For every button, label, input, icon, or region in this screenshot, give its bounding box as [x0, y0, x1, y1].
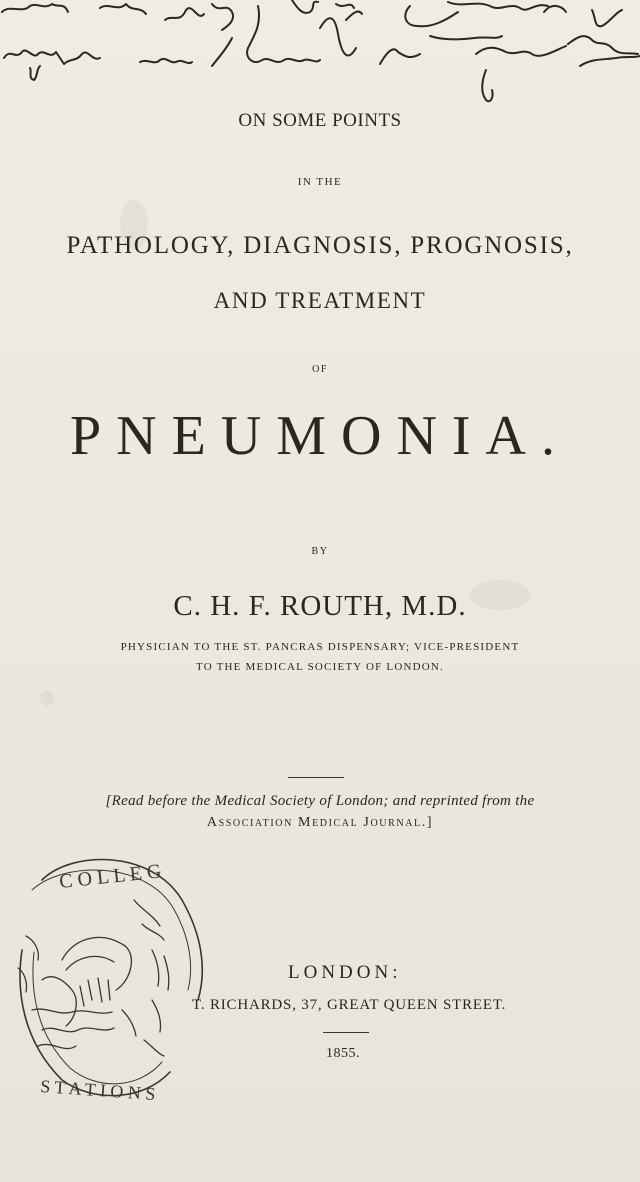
author-position-line1: PHYSICIAN TO THE ST. PANCRAS DISPENSARY; VICE-PRESIDENT: [120, 641, 520, 653]
imprint-publisher: T. RICHARDS, 37, GREAT QUEEN STREET.: [192, 997, 507, 1013]
paper-stain: [40, 690, 54, 706]
handwritten-scribble: [0, 0, 640, 120]
title-line-pathology: PATHOLOGY, DIAGNOSIS, PROGNOSIS,: [66, 232, 574, 259]
divider-rule: [288, 777, 344, 778]
byline-by: BY: [311, 546, 329, 557]
imprint-year: 1855.: [326, 1046, 360, 1061]
title-line-in-the: IN THE: [297, 176, 343, 188]
imprint-city: LONDON:: [288, 962, 402, 983]
author-position-line2: TO THE MEDICAL SOCIETY OF LONDON.: [196, 661, 444, 673]
author-name: C. H. F. ROUTH, M.D.: [173, 590, 467, 622]
note-line1: [Read before the Medical Society of London; and reprinted from the: [105, 793, 535, 809]
title-line-of: OF: [312, 364, 328, 375]
main-title: PNEUMONIA.: [70, 405, 570, 467]
note-line2: Association Medical Journal.]: [206, 815, 434, 830]
title-line-treatment: AND TREATMENT: [213, 288, 427, 313]
divider-rule: [323, 1032, 369, 1033]
svg-text:C O L L E G: C O L L E G: [58, 860, 163, 893]
library-stamp: [2, 840, 217, 1110]
svg-text:S T A T I O N S: S T A T I O N S: [39, 1076, 157, 1105]
title-line-points: ON SOME POINTS: [238, 110, 402, 131]
